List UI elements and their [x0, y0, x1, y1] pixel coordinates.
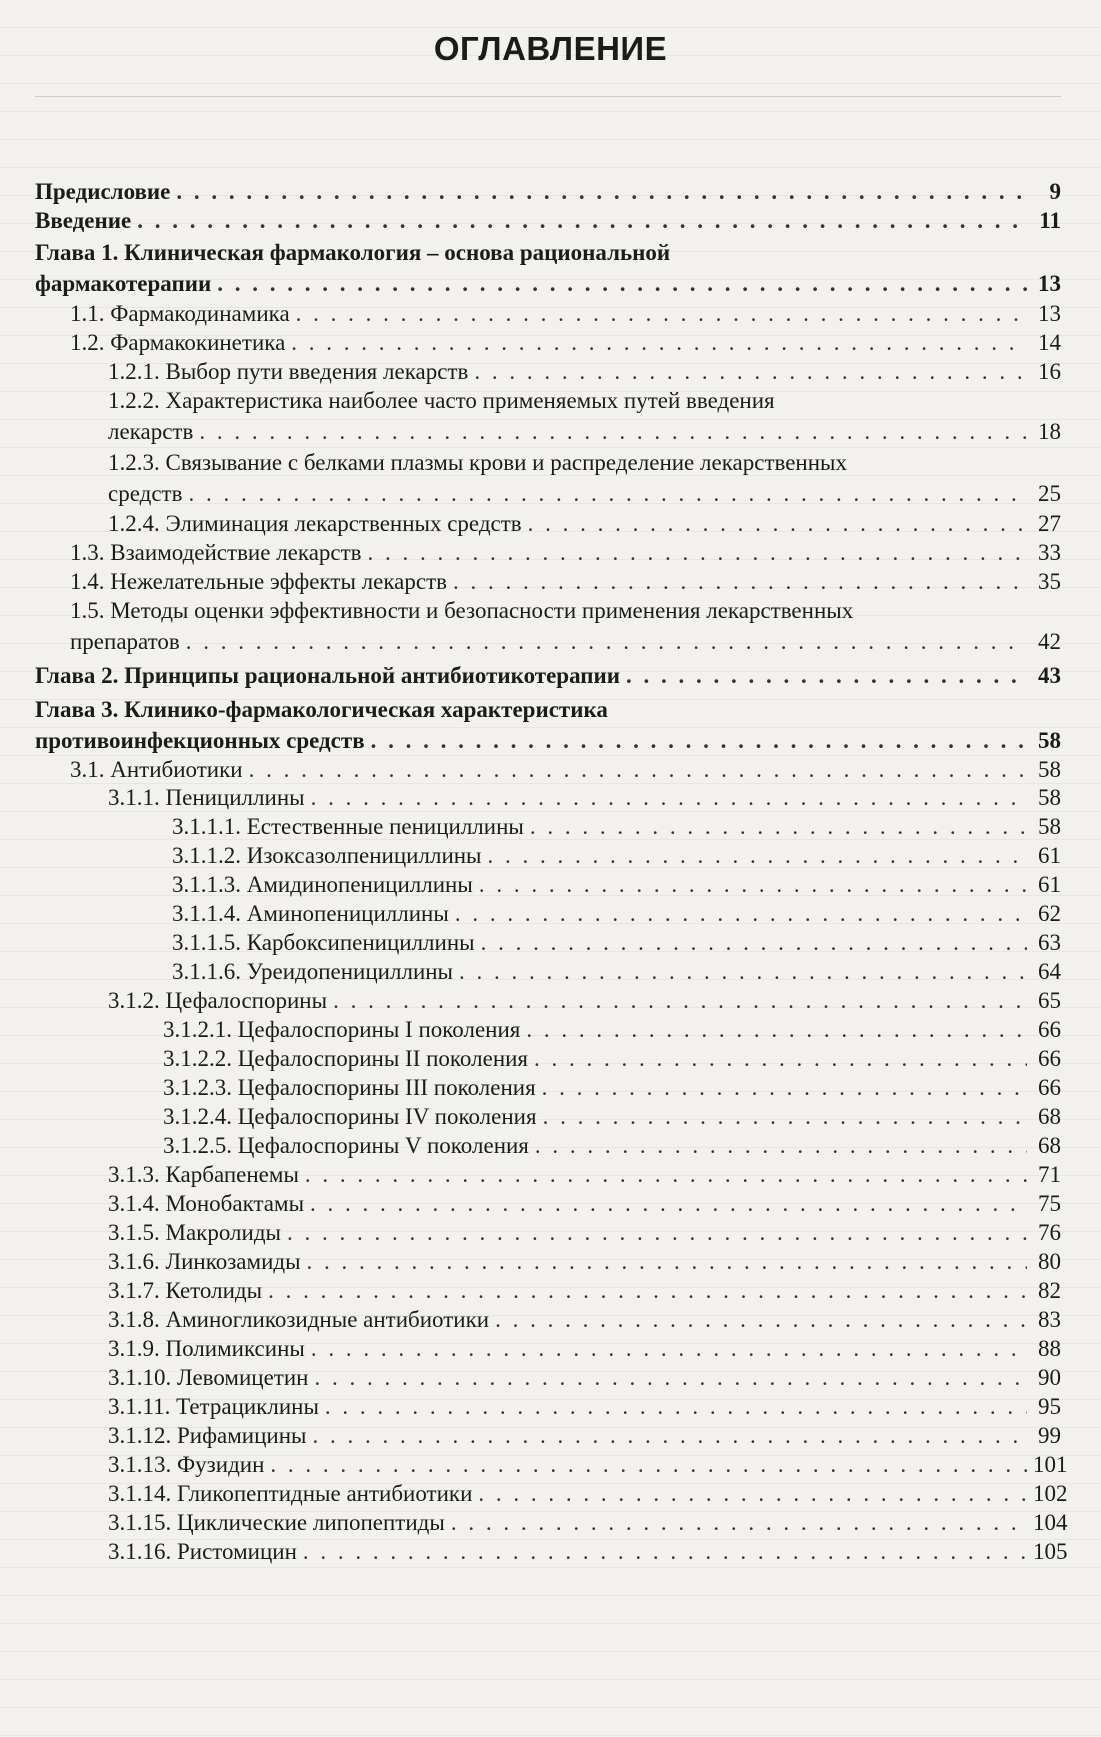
dot-leader [270, 1449, 1027, 1480]
toc-entry-title: 3.1.2.5. Цефалоспорины V поколения [163, 1133, 529, 1158]
toc-page-number: 11 [1039, 208, 1061, 233]
toc-entry-title-line: 1.2.2. Характеристика наиболее часто применяемых путей введения [108, 388, 775, 413]
toc-entry[interactable] [0, 447, 1101, 509]
toc-entry-title: 3.1.1.5. Карбоксипенициллины [172, 930, 475, 955]
toc-page-number: 63 [1038, 930, 1061, 955]
toc-entry-title: 1.2.1. Выбор пути введения лекарств [108, 359, 469, 384]
toc-page-number: 13 [1038, 271, 1061, 296]
toc-page-number: 66 [1038, 1046, 1061, 1071]
toc-entry[interactable] [0, 1449, 1101, 1480]
dot-leader [176, 176, 1027, 207]
toc-page-number: 95 [1038, 1394, 1061, 1419]
toc-page-number: 82 [1038, 1278, 1061, 1303]
toc-page-number: 102 [1033, 1481, 1068, 1506]
dot-leader [626, 660, 1027, 691]
toc-entry-title: противоинфекционных средств [35, 728, 365, 753]
toc-entry[interactable] [0, 811, 1101, 842]
toc-entry[interactable] [0, 956, 1101, 987]
toc-page-number: 66 [1038, 1017, 1061, 1042]
toc-entry[interactable] [0, 927, 1101, 958]
toc-page-number: 80 [1038, 1249, 1061, 1274]
toc-entry-title-line: Глава 1. Клиническая фармакология – основа рациональной [35, 240, 671, 265]
dot-leader [303, 1536, 1027, 1567]
dot-leader [474, 356, 1027, 387]
dot-leader [543, 1101, 1027, 1132]
toc-entry-title: 3.1.2.1. Цефалоспорины I поколения [163, 1017, 521, 1042]
dot-leader [479, 869, 1027, 900]
toc-entry[interactable] [0, 898, 1101, 929]
toc-entry-title: 3.1.12. Рифамицины [108, 1423, 307, 1448]
toc-entry[interactable] [0, 1101, 1101, 1132]
toc-entry[interactable] [0, 1362, 1101, 1393]
toc-page-number: 68 [1038, 1133, 1061, 1158]
toc-entry[interactable] [0, 1246, 1101, 1277]
toc-page-number: 58 [1038, 757, 1061, 782]
toc-page-number: 58 [1038, 728, 1061, 753]
toc-entry-title: 3.1.16. Ристомицин [108, 1539, 297, 1564]
toc-entry[interactable] [0, 1217, 1101, 1248]
toc-page-number: 66 [1038, 1075, 1061, 1100]
toc-page-number: 104 [1033, 1510, 1068, 1535]
toc-entry[interactable] [0, 1507, 1101, 1538]
toc-entry[interactable] [0, 1014, 1101, 1045]
toc-entry-title: 1.4. Нежелательные эффекты лекарств [70, 569, 447, 594]
dot-leader [287, 1217, 1027, 1248]
toc-page-number: 90 [1038, 1365, 1061, 1390]
toc-entry-title-line: Глава 3. Клинико-фармакологическая характеристика [35, 697, 608, 722]
toc-entry-title: 1.3. Взаимодействие лекарств [70, 540, 362, 565]
toc-entry-title: 3.1.5. Макролиды [108, 1220, 281, 1245]
toc-entry[interactable] [0, 385, 1101, 447]
toc-page-number: 64 [1038, 959, 1061, 984]
toc-entry[interactable] [0, 1333, 1101, 1364]
toc-entry-title: 3.1.6. Линкозамиды [108, 1249, 301, 1274]
dot-leader [188, 478, 1027, 509]
toc-page-number: 61 [1038, 843, 1061, 868]
toc-entry-title: 3.1.1.2. Изоксазолпенициллины [172, 843, 482, 868]
toc-entry-title: препаратов [70, 629, 180, 654]
dot-leader [535, 1130, 1027, 1161]
toc-entry[interactable] [0, 237, 1101, 299]
dot-leader [526, 1014, 1027, 1045]
dot-leader [481, 927, 1027, 958]
dot-leader [495, 1304, 1027, 1335]
toc-entry[interactable] [0, 869, 1101, 900]
dot-leader [542, 1072, 1027, 1103]
dot-leader [249, 754, 1027, 785]
dot-leader [137, 205, 1027, 236]
dot-leader [305, 1159, 1027, 1190]
toc-page-number: 42 [1038, 629, 1061, 654]
toc-entry-title: 1.2.4. Элиминация лекарственных средств [108, 511, 522, 536]
page-title: ОГЛАВЛЕНИЕ [433, 30, 668, 67]
dot-leader [311, 1333, 1027, 1364]
toc-entry[interactable] [0, 595, 1101, 657]
toc-entry-title: 3.1. Антибиотики [70, 757, 243, 782]
dot-leader [455, 898, 1027, 929]
toc-page-number: 75 [1038, 1191, 1061, 1216]
toc-entry[interactable] [0, 327, 1101, 358]
toc-entry-title: 3.1.14. Гликопептидные антибиотики [108, 1481, 473, 1506]
dot-leader [488, 840, 1027, 871]
toc-page-number: 65 [1038, 988, 1061, 1013]
dot-leader [314, 1362, 1027, 1393]
toc-page-number: 35 [1038, 569, 1061, 594]
dot-leader [371, 725, 1027, 756]
toc-entry[interactable] [0, 694, 1101, 756]
toc-entry-title: 3.1.7. Кетолиды [108, 1278, 263, 1303]
dot-leader [459, 956, 1027, 987]
toc-entry-title: 1.1. Фармакодинамика [70, 301, 290, 326]
toc-entry[interactable] [0, 754, 1101, 785]
toc-entry[interactable] [0, 840, 1101, 871]
dot-leader [325, 1391, 1027, 1422]
toc-page-number: 13 [1038, 301, 1061, 326]
toc-entry-title: средств [108, 481, 183, 506]
toc-page-number: 27 [1038, 511, 1061, 536]
toc-entry[interactable] [0, 1420, 1101, 1451]
toc-entry-title: Глава 2. Принципы рациональной антибиотикотерапии [35, 663, 621, 688]
toc-entry[interactable] [0, 1043, 1101, 1074]
toc-entry-title: Предисловие [35, 179, 171, 204]
dot-leader [368, 537, 1027, 568]
toc-page-number: 62 [1038, 901, 1061, 926]
toc-page-number: 71 [1038, 1162, 1061, 1187]
dot-leader [312, 1420, 1027, 1451]
toc-entry[interactable] [0, 537, 1101, 568]
toc-entry-title: 3.1.1. Пенициллины [108, 785, 305, 810]
toc-entry[interactable] [0, 205, 1101, 236]
toc-entry-title: 3.1.2.3. Цефалоспорины III поколения [163, 1075, 536, 1100]
toc-page-number: 33 [1038, 540, 1061, 565]
toc-entry[interactable] [0, 566, 1101, 597]
toc-page-number: 58 [1038, 814, 1061, 839]
dot-leader [333, 985, 1027, 1016]
toc-entry[interactable] [0, 1130, 1101, 1161]
toc-entry-title: 3.1.1.6. Уреидопенициллины [172, 959, 454, 984]
dot-leader [186, 626, 1027, 657]
toc-page-number: 18 [1038, 419, 1061, 444]
toc-entry-title: лекарств [108, 419, 194, 444]
dot-leader [478, 1478, 1027, 1509]
toc-entry[interactable] [0, 1275, 1101, 1306]
toc-entry[interactable] [0, 356, 1101, 387]
dot-leader [528, 508, 1027, 539]
toc-entry-title: 3.1.9. Полимиксины [108, 1336, 305, 1361]
toc-entry-title: 3.1.3. Карбапенемы [108, 1162, 299, 1187]
toc-entry-title: 3.1.15. Циклические липопептиды [108, 1510, 445, 1535]
toc-entry[interactable] [0, 1159, 1101, 1190]
toc-entry-title: 3.1.2. Цефалоспорины [108, 988, 328, 1013]
toc-entry-title: 3.1.1.3. Амидинопенициллины [172, 872, 473, 897]
toc-page-number: 68 [1038, 1104, 1061, 1129]
dot-leader [310, 1188, 1027, 1219]
toc-entry[interactable] [0, 1188, 1101, 1219]
toc-entry[interactable] [0, 985, 1101, 1016]
dot-leader [291, 327, 1027, 358]
dot-leader [268, 1275, 1027, 1306]
toc-page-number: 99 [1038, 1423, 1061, 1448]
dot-leader [217, 268, 1027, 299]
toc-page-number: 101 [1033, 1452, 1068, 1477]
toc-page-number: 14 [1038, 330, 1061, 355]
dot-leader [307, 1246, 1027, 1277]
toc-entry-title: 3.1.1.1. Естественные пенициллины [172, 814, 524, 839]
toc-entry-title: 3.1.11. Тетрациклины [108, 1394, 319, 1419]
toc-entry-title: Введение [35, 208, 132, 233]
dot-leader [534, 1043, 1027, 1074]
toc-entry-title: 1.2. Фармакокинетика [70, 330, 286, 355]
toc-entry[interactable] [0, 660, 1101, 691]
toc-entry[interactable] [0, 1536, 1101, 1567]
toc-entry-title: 3.1.10. Левомицетин [108, 1365, 309, 1390]
toc-entry[interactable] [0, 1391, 1101, 1422]
toc-entry[interactable] [0, 298, 1101, 329]
toc-page-number: 25 [1038, 481, 1061, 506]
dot-leader [296, 298, 1027, 329]
toc-entry-title: 3.1.4. Монобактамы [108, 1191, 305, 1216]
toc-entry[interactable] [0, 508, 1101, 539]
toc-entry[interactable] [0, 1304, 1101, 1335]
toc-entry-title: 3.1.13. Фузидин [108, 1452, 265, 1477]
dot-leader [453, 566, 1027, 597]
toc-page-number: 105 [1033, 1539, 1068, 1564]
dot-leader [530, 811, 1027, 842]
toc-entry[interactable] [0, 176, 1101, 207]
toc-page-number: 9 [1049, 179, 1061, 204]
toc-page-number: 61 [1038, 872, 1061, 897]
toc-page-number: 58 [1038, 785, 1061, 810]
toc-entry-title: 3.1.2.2. Цефалоспорины II поколения [163, 1046, 529, 1071]
dot-leader [199, 416, 1027, 447]
toc-entry-title: 3.1.1.4. Аминопенициллины [172, 901, 449, 926]
toc-entry[interactable] [0, 1072, 1101, 1103]
dot-leader [451, 1507, 1027, 1538]
toc-page-number: 88 [1038, 1336, 1061, 1361]
toc-page-number: 16 [1038, 359, 1061, 384]
toc-entry-title: 3.1.8. Аминогликозидные антибиотики [108, 1307, 490, 1332]
toc-page-number: 83 [1038, 1307, 1061, 1332]
toc-entry[interactable] [0, 1478, 1101, 1509]
dot-leader [311, 782, 1027, 813]
toc-entry-title: 3.1.2.4. Цефалоспорины IV поколения [163, 1104, 537, 1129]
toc-entry-title-line: 1.5. Методы оценки эффективности и безопасности применения лекарственных [70, 598, 854, 623]
toc-entry-title: фармакотерапии [35, 271, 212, 296]
toc-entry[interactable] [0, 782, 1101, 813]
toc-entry-title-line: 1.2.3. Связывание с белками плазмы крови и распределение лекарственных [108, 450, 847, 475]
toc-page-number: 43 [1038, 663, 1061, 688]
toc-page-number: 76 [1038, 1220, 1061, 1245]
